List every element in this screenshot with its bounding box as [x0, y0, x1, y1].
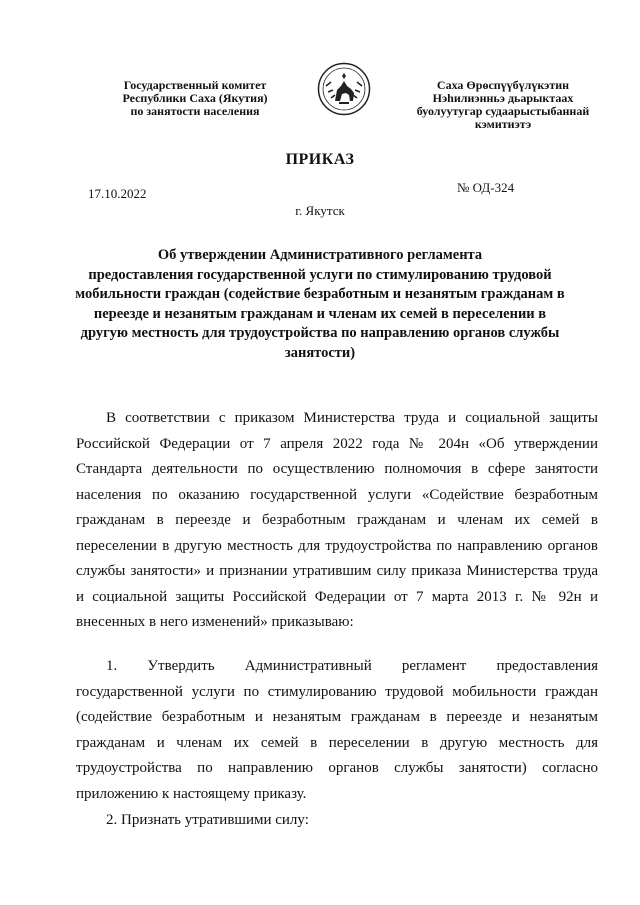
- paragraph-line: населения по оказанию государственной услуги «Содействие безработным: [76, 486, 598, 503]
- header-right-line: Нэһилиэнньэ дьарыктаах: [432, 91, 574, 105]
- item-2-paragraph: [76, 808, 598, 834]
- paragraph-line: приложению к настоящему приказу.: [76, 785, 307, 802]
- header-right-line: кэмитиэтэ: [474, 117, 532, 131]
- paragraph-line: 2. Признать утратившими силу:: [106, 812, 309, 828]
- subject-line: мобильности граждан (содействие безработным и незанятым гражданам в: [75, 286, 565, 302]
- paragraph-line: трудоустройства по направлению органов службы занятости) согласно: [76, 760, 598, 776]
- paragraph-line: 1. Утвердить Административный регламент предоставления: [106, 658, 598, 674]
- subject-line: другую местность для трудоустройства по направлению органов службы: [80, 325, 560, 341]
- paragraph-line: гражданам и членам их семей в переселении в другую местность для: [76, 734, 598, 751]
- header-left-line: Государственный комитет: [123, 78, 267, 92]
- order-date: 17.10.2022: [88, 186, 147, 201]
- paragraph-line: Российской Федерации от 7 апреля 2022 года № 204н «Об утверждении: [76, 435, 598, 452]
- subject-line: переезде и незанятым гражданам и членам их семей в переселении в: [93, 305, 547, 322]
- paragraph-line: гражданам в переезде и безработным гражданам и членам их семей в: [76, 512, 598, 528]
- sakha-emblem-icon: [317, 62, 371, 116]
- preamble-paragraph: [76, 406, 598, 636]
- header-left-agency-name: [95, 79, 295, 118]
- paragraph-line: государственной услуги по стимулированию трудовой мобильности граждан: [76, 683, 598, 700]
- subject-line: Об утверждении Административного регламента: [157, 247, 483, 263]
- paragraph-line: В соответствии с приказом Министерства труда и социальной защиты: [106, 410, 598, 426]
- subject-line: занятости): [284, 344, 356, 361]
- paragraph-line: Стандарта деятельности по осуществлению полномочия в сфере занятости: [76, 461, 598, 477]
- header-left-line: Республики Саха (Якутия): [122, 91, 268, 105]
- order-city: г. Якутск: [295, 203, 345, 218]
- subject-line: предоставления государственной услуги по стимулированию трудовой: [88, 266, 552, 283]
- paragraph-line: переселении в другую местность для трудоустройства по направлению органов: [76, 537, 598, 554]
- header-right-line: буолуутугар судаарыстыбаннай: [416, 104, 590, 118]
- header-right-agency-name: [398, 79, 608, 131]
- order-number: № ОД-324: [457, 180, 515, 195]
- document-type-title: ПРИКАЗ: [285, 151, 355, 168]
- paragraph-line: внесенных в него изменений» приказываю:: [76, 614, 354, 630]
- header-left-line: по занятости населения: [130, 104, 260, 118]
- header-right-line: Саха Өрөспүүбүлүкэтин: [436, 78, 570, 92]
- paragraph-line: (содействие безработным и незанятым гражданам в переезде и незанятым: [76, 709, 598, 725]
- item-1-paragraph: [76, 654, 598, 807]
- order-subject: [70, 246, 570, 363]
- paragraph-line: службы занятости» и признании утратившим силу приказа Министерства труда: [76, 563, 598, 579]
- paragraph-line: и социальной защиты Российской Федерации от 7 марта 2013 г. № 92н и: [76, 588, 598, 605]
